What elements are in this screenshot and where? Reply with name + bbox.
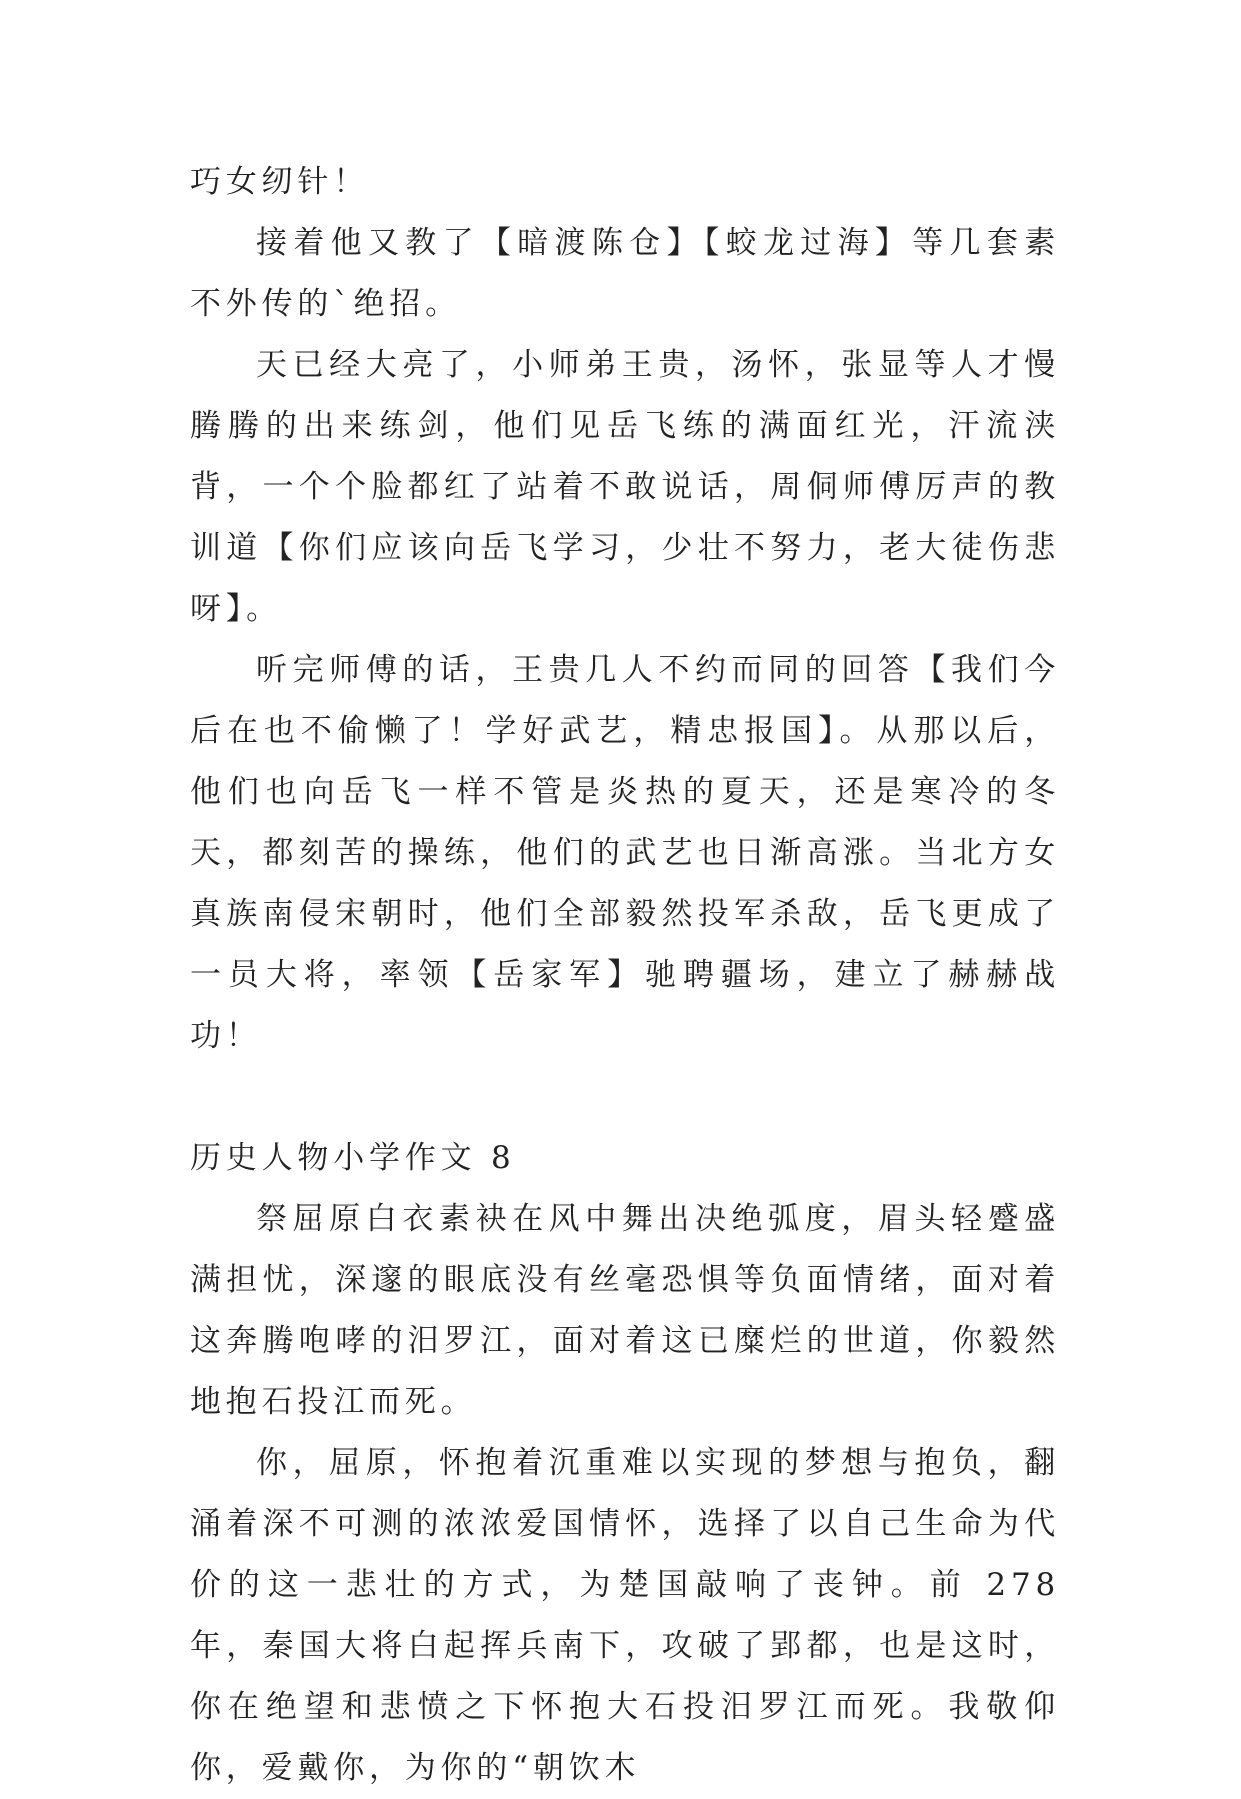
paragraph: 接着他又教了【暗渡陈仓】【蛟龙过海】等几套素不外传的`绝招。 xyxy=(190,225,1060,322)
paragraph: 听完师傅的话，王贵几人不约而同的回答【我们今后在也不偷懒了！学好武艺，精忠报国】。从那以后，他们也向岳飞一样不管是炎热的夏天，还是寒冷的冬天，都刻苦的操练，他们的武艺也日渐高涨。当北方女真族南侵宋朝时，他们全部毅然投军杀敌，岳飞更成了一员大将，率领【岳家军】驰聘疆场，建立了赫赫战功！ xyxy=(190,652,1060,1054)
paragraph: 天已经大亮了，小师弟王贵，汤怀，张显等人才慢腾腾的出来练剑，他们见岳飞练的满面红光，汗流浃背，一个个脸都红了站着不敢说话，周侗师傅厉声的教训道【你们应该向岳飞学习，少壮不努力，老大徒伤悲呀】。 xyxy=(190,347,1060,627)
document-body xyxy=(190,152,1060,1799)
paragraph: 祭屈原白衣素袂在风中舞出决绝弧度，眉头轻蹙盛满担忧，深邃的眼底没有丝毫恐惧等负面情绪，面对着这奔腾咆哮的汨罗江，面对着这已糜烂的世道，你毅然地抱石投江而死。 xyxy=(190,1201,1060,1420)
paragraph: 你，屈原，怀抱着沉重难以实现的梦想与抱负，翻涌着深不可测的浓浓爱国情怀，选择了以自己生命为代价的这一悲壮的方式，为楚国敲响了丧钟。前 278 年，秦国大将白起挥兵南下，攻破了郢都，也是这时，你在绝望和悲愤之下怀抱大石投汨罗江而死。我敬仰你，爱戴你，为你的“朝饮木 xyxy=(190,1445,1060,1786)
section-spacer xyxy=(190,1067,1060,1128)
section-title: 历史人物小学作文 8 xyxy=(190,1140,516,1176)
paragraph-continuation: 巧女纫针！ xyxy=(190,164,369,200)
